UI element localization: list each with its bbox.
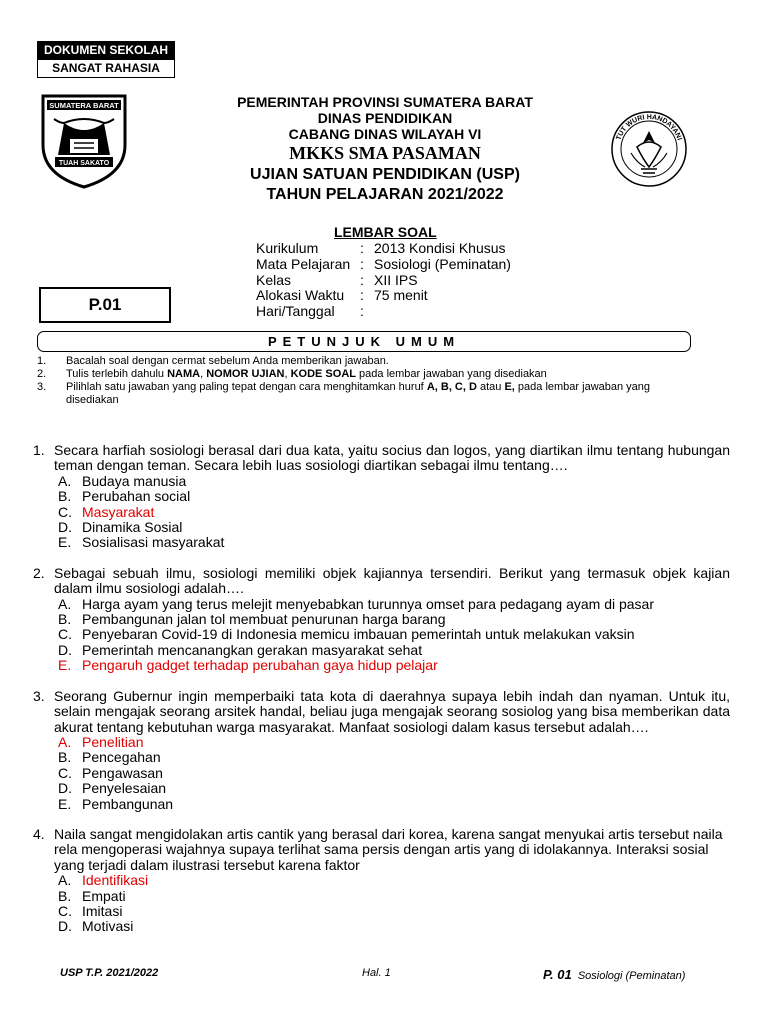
info-value: 75 menit xyxy=(374,287,428,304)
footer-paket: P. 01 xyxy=(543,967,572,982)
emblem-top-text: SUMATERA BARAT xyxy=(49,101,119,110)
answer-option[interactable] xyxy=(54,781,730,796)
answer-option[interactable] xyxy=(54,919,730,934)
answer-option-correct[interactable] xyxy=(54,658,730,673)
question-list xyxy=(33,443,730,950)
info-key: Hari/Tanggal xyxy=(256,303,335,320)
option-letter: C. xyxy=(58,626,72,643)
info-row-kelas xyxy=(256,273,511,289)
footer-exam-year: USP T.P. 2021/2022 xyxy=(60,967,159,979)
question-number: 4. xyxy=(33,825,45,842)
question-1 xyxy=(33,443,730,551)
instruction-text: Tulis terlebih dahulu NAMA, NOMOR UJIAN, KODE SOAL pada lembar jawaban yang disediakan xyxy=(66,368,547,380)
option-text: Pengawasan xyxy=(82,764,163,781)
option-text: Pemerintah mencanangkan gerakan masyarakat sehat xyxy=(82,641,423,658)
option-letter: B. xyxy=(58,749,72,766)
option-letter: C. xyxy=(58,764,72,781)
option-letter: E. xyxy=(58,534,72,551)
info-sep: : xyxy=(360,255,364,272)
question-stem: Sebagai sebuah ilmu, sosiologi memiliki objek kajiannya tersendiri. Berikut yang termasuk objek kajian dalam ilmu sosiologi adalah…. xyxy=(54,564,730,597)
info-key: Mata Pelajaran xyxy=(256,255,351,272)
answer-option[interactable] xyxy=(54,612,730,627)
option-text: Sosialisasi masyarakat xyxy=(82,534,225,551)
answer-option-correct[interactable] xyxy=(54,873,730,888)
header-line-4: MKKS SMA PASAMAN xyxy=(289,143,481,163)
info-key: Alokasi Waktu xyxy=(256,287,345,304)
option-letter: A. xyxy=(58,595,72,612)
info-sep: : xyxy=(360,271,364,288)
instruction-continuation: disediakan xyxy=(66,394,119,406)
option-text: Identifikasi xyxy=(82,872,149,889)
option-text: Harga ayam yang terus melejit menyebabkan turunnya omset para pedagang ayam di pasar xyxy=(82,595,654,612)
option-text: Penelitian xyxy=(82,733,144,750)
header-line-6: TAHUN PELAJARAN 2021/2022 xyxy=(266,186,504,203)
header-line-1: PEMERINTAH PROVINSI SUMATERA BARAT xyxy=(237,94,533,110)
option-letter: D. xyxy=(58,918,72,935)
option-letter: C. xyxy=(58,503,72,520)
footer-subject: Sosiologi (Peminatan) xyxy=(577,970,686,982)
answer-option-correct[interactable] xyxy=(54,505,730,520)
stamp-line-1: DOKUMEN SEKOLAH xyxy=(38,42,174,59)
answer-option[interactable] xyxy=(54,627,730,642)
question-stem: Seorang Gubernur ingin memperbaiki tata kota di daerahnya supaya lebih indah dan nyaman. Untuk itu, selain mengajak seorang arsitek handal, beliau juga mengajak seorang sosiolog yang bisa memberikan data akurat tentang kebutuhan warga masyarakat. Manfaat sosiologi dalam kasus tersebut adalah…. xyxy=(54,687,730,735)
instruction-number: 3. xyxy=(37,381,47,393)
question-number: 1. xyxy=(33,442,45,458)
option-letter: D. xyxy=(58,641,72,658)
answer-option[interactable] xyxy=(54,520,730,535)
info-row-mata-pelajaran xyxy=(256,257,511,273)
question-2 xyxy=(33,566,730,674)
document-classification-stamp xyxy=(37,41,175,78)
exam-info-table xyxy=(256,241,511,320)
instruction-list xyxy=(37,355,697,407)
info-value: XII IPS xyxy=(374,271,418,288)
question-4 xyxy=(33,827,730,935)
paket-code-box: P.01 xyxy=(39,287,171,323)
answer-option-correct[interactable] xyxy=(54,735,730,750)
question-stem: Naila sangat mengidolakan artis cantik yang berasal dari korea, karena sangat menyukai artis tersebut naila rela mengoperasi wajahnya supaya terlihat sama persis dengan artis yang di idolakannya. Interaksi sosial yang terjadi dalam ilustrasi tersebut karena faktor xyxy=(54,825,723,873)
answer-option[interactable] xyxy=(54,766,730,781)
stamp-line-2: SANGAT RAHASIA xyxy=(38,59,174,77)
question-3 xyxy=(33,689,730,812)
answer-option[interactable] xyxy=(54,474,730,489)
option-text: Pembangunan jalan tol membuat penurunan harga barang xyxy=(82,611,446,628)
answer-option[interactable] xyxy=(54,597,730,612)
answer-option[interactable] xyxy=(54,797,730,812)
info-row-hari-tanggal xyxy=(256,304,511,320)
answer-option[interactable] xyxy=(54,535,730,550)
header-line-3: CABANG DINAS WILAYAH VI xyxy=(288,126,482,142)
option-text: Motivasi xyxy=(82,918,134,935)
instruction-text: Bacalah soal dengan cermat sebelum Anda memberikan jawaban. xyxy=(66,355,389,367)
logo-arc-text: TUT WURI HANDAYANI xyxy=(615,113,683,142)
option-letter: A. xyxy=(58,872,72,889)
option-text: Penyebaran Covid-19 di Indonesia memicu imbauan pemerintah untuk melakukan vaksin xyxy=(82,626,635,643)
info-sep: : xyxy=(360,240,364,256)
info-sep: : xyxy=(360,287,364,304)
option-letter: C. xyxy=(58,902,72,919)
option-letter: E. xyxy=(58,795,72,812)
header-line-2: DINAS PENDIDIKAN xyxy=(317,110,453,126)
footer-page-number: Hal. 1 xyxy=(362,967,391,979)
info-value: 2013 Kondisi Khusus xyxy=(374,240,506,256)
info-row-alokasi-waktu xyxy=(256,288,511,304)
instruction-text: Pilihlah satu jawaban yang paling tepat dengan cara menghitamkan huruf A, B, C, D atau E, pada lembar jawaban yang xyxy=(66,381,651,393)
option-text: Pengaruh gadget terhadap perubahan gaya hidup pelajar xyxy=(82,657,438,674)
answer-option[interactable] xyxy=(54,750,730,765)
instruction-item xyxy=(37,381,697,394)
option-text: Pencegahan xyxy=(82,749,161,766)
info-key: Kelas xyxy=(256,271,292,288)
question-number: 3. xyxy=(33,687,45,704)
option-letter: B. xyxy=(58,611,72,628)
option-letter: D. xyxy=(58,780,72,797)
option-letter: A. xyxy=(58,472,72,489)
question-number: 2. xyxy=(33,564,45,581)
sumatera-barat-emblem xyxy=(40,93,128,189)
instruction-number: 1. xyxy=(37,355,47,367)
option-text: Pembangunan xyxy=(82,795,174,812)
option-text: Perubahan social xyxy=(82,488,191,505)
question-stem: Secara harfiah sosiologi berasal dari dua kata, yaitu socius dan logos, yang diartikan ilmu tentang hubungan teman dengan teman. Secara lebih luas sosiologi diartikan sebagai ilmu tentang…. xyxy=(54,442,730,474)
emblem-bottom-text: TUAH SAKATO xyxy=(58,160,110,167)
info-sep: : xyxy=(360,303,364,320)
footer-paket-subject xyxy=(543,967,685,982)
option-text: Imitasi xyxy=(82,902,123,919)
option-text: Budaya manusia xyxy=(82,472,187,489)
answer-option[interactable] xyxy=(54,489,730,504)
header-line-5: UJIAN SATUAN PENDIDIKAN (USP) xyxy=(250,166,520,183)
info-key: Kurikulum xyxy=(256,240,319,256)
option-letter: E. xyxy=(58,657,72,674)
info-value: Sosiologi (Peminatan) xyxy=(374,255,511,272)
answer-option[interactable] xyxy=(54,643,730,658)
petunjuk-umum-banner: PETUNJUK UMUM xyxy=(37,331,691,352)
option-letter: B. xyxy=(58,488,72,505)
instruction-number: 2. xyxy=(37,368,47,380)
option-letter: D. xyxy=(58,519,72,536)
lembar-soal-title: LEMBAR SOAL xyxy=(334,224,437,240)
tut-wuri-handayani-logo xyxy=(609,107,689,191)
instruction-item xyxy=(37,355,697,368)
option-text: Dinamika Sosial xyxy=(82,519,183,536)
option-letter: A. xyxy=(58,733,72,750)
answer-option[interactable] xyxy=(54,889,730,904)
instruction-item xyxy=(37,368,697,381)
answer-option[interactable] xyxy=(54,904,730,919)
option-text: Masyarakat xyxy=(82,503,155,520)
option-text: Empati xyxy=(82,887,126,904)
option-letter: B. xyxy=(58,887,72,904)
option-text: Penyelesaian xyxy=(82,780,167,797)
info-row-kurikulum xyxy=(256,241,511,257)
